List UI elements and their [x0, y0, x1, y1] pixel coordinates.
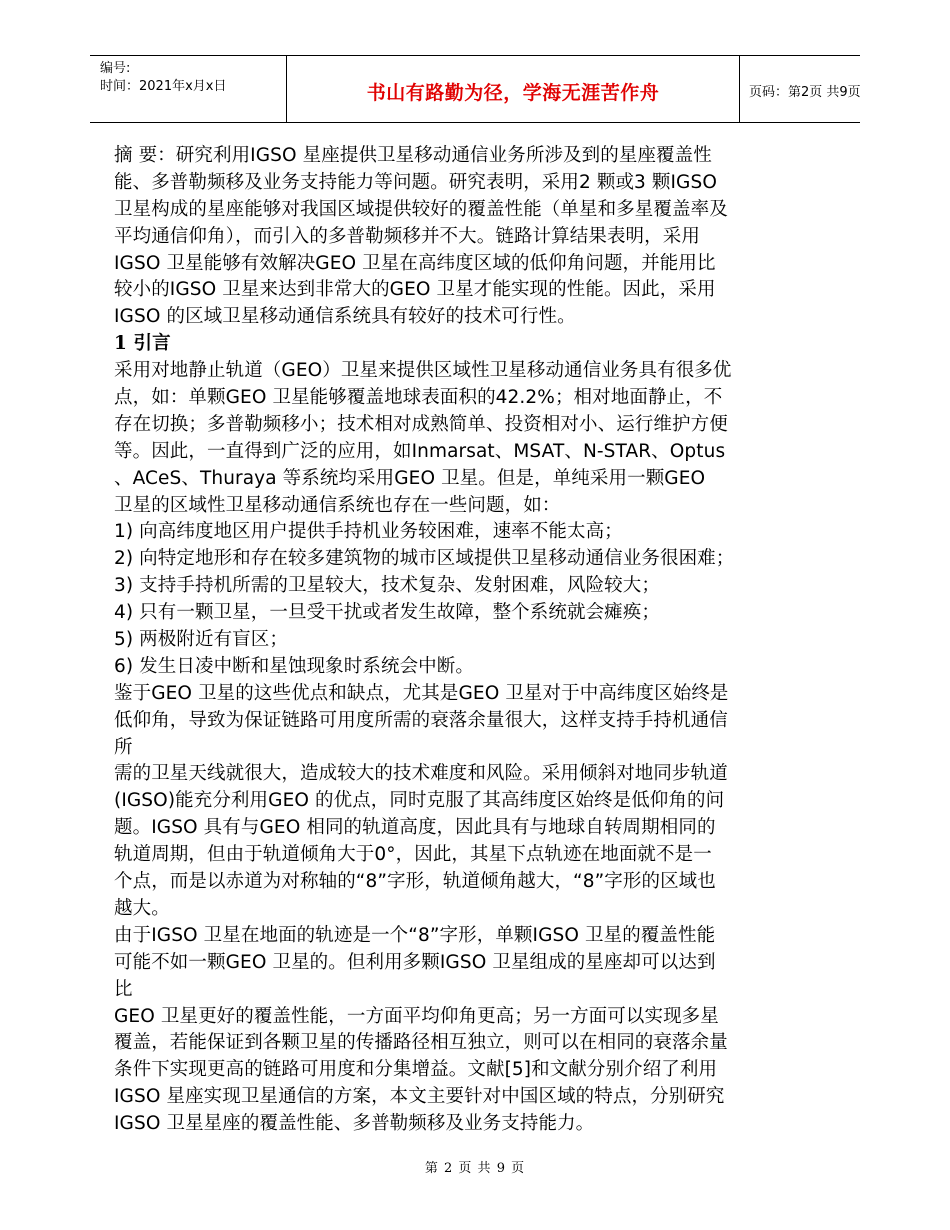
text-line: 轨道周期，但由于轨道倾角大于0°，因此，其星下点轨迹在地面就不是一 [114, 844, 712, 866]
text-line: 、ACeS、Thuraya 等系统均采用GEO 卫星。但是，单纯采用一颗GEO [114, 467, 706, 489]
document-body [114, 143, 844, 1138]
text-line: IGSO 的区域卫星移动通信系统具有较好的技术可行性。 [114, 306, 576, 328]
time-label: 时间：2021年x月x日 [100, 79, 227, 94]
motto: 书山有路勤为径，学海无涯苦作舟 [366, 82, 660, 104]
text-line: 等。因此，一直得到广泛的应用，如Inmarsat、MSAT、N-STAR、Optus [114, 440, 726, 462]
text-line: 由于IGSO 卫星在地面的轨迹是一个“8”字形，单颗IGSO 卫星的覆盖性能 [114, 924, 716, 946]
text-line: 需的卫星天线就很大，造成较大的技术难度和风险。采用倾斜对地同步轨道 [114, 763, 728, 785]
text-line: 卫星的区域性卫星移动通信系统也存在一些问题，如： [114, 494, 561, 516]
text-line: 平均通信仰角），而引入的多普勒频移并不大。链路计算结果表明，采用 [114, 225, 700, 247]
text-line: 较小的IGSO 卫星来达到非常大的GEO 卫星才能实现的性能。因此，采用 [114, 279, 716, 301]
text-line: IGSO 卫星星座的覆盖性能、多普勒频移及业务支持能力。 [114, 1113, 595, 1135]
text-line: 采用对地静止轨道（GEO）卫星来提供区域性卫星移动通信业务具有很多优 [114, 360, 732, 382]
text-line: 卫星构成的星座能够对我国区域提供较好的覆盖性能（单星和多星覆盖率及 [114, 198, 728, 220]
text-line: 3) 支持手持机所需的卫星较大，技术复杂、发射困难，风险较大； [114, 575, 660, 597]
text-line: IGSO 卫星能够有效解决GEO 卫星在高纬度区域的低仰角问题，并能用比 [114, 252, 716, 274]
text-line: 越大。 [114, 897, 170, 919]
text-line: 6) 发生日凌中断和星蚀现象时系统会中断。 [114, 655, 474, 677]
text-line: 比 [114, 978, 133, 1000]
text-line: 覆盖，若能保证到各颗卫星的传播路径相互独立，则可以在相同的衰落余量 [114, 1032, 728, 1054]
text-line: 条件下实现更高的链路可用度和分集增益。文献[5]和文献分别介绍了利用 [114, 1059, 718, 1081]
text-line: 所 [114, 736, 133, 758]
text-line: GEO 卫星更好的覆盖性能，一方面平均仰角更高；另一方面可以实现多星 [114, 1005, 719, 1027]
header-page-cell [739, 56, 860, 122]
text-line: 鉴于GEO 卫星的这些优点和缺点，尤其是GEO 卫星对于中高纬度区始终是 [114, 682, 729, 704]
text-line: 点，如：单颗GEO 卫星能够覆盖地球表面积的42.2%；相对地面静止，不 [114, 387, 723, 409]
page-header [90, 55, 860, 123]
text-line: 可能不如一颗GEO 卫星的。但利用多颗IGSO 卫星组成的星座却可以达到 [114, 951, 716, 973]
page-info: 页码：第2页 共9页 [749, 85, 861, 100]
text-line: IGSO 星座实现卫星通信的方案，本文主要针对中国区域的特点，分别研究 [114, 1086, 725, 1108]
section-heading: 1 引言 [114, 333, 171, 355]
page-footer: 第 2 页 共 9 页 [424, 1161, 526, 1176]
text-line: 低仰角，导致为保证链路可用度所需的衰落余量很大，这样支持手持机通信 [114, 709, 728, 731]
text-line: 能、多普勒频移及业务支持能力等问题。研究表明，采用2 颗或3 颗IGSO [114, 171, 718, 193]
header-motto-cell [286, 56, 740, 122]
text-line: 1) 向高纬度地区用户提供手持机业务较困难，速率不能太高； [114, 521, 623, 543]
serial-label: 编号: [100, 61, 131, 76]
header-meta-cell [90, 56, 286, 122]
text-line: 2) 向特定地形和存在较多建筑物的城市区域提供卫星移动通信业务很困难； [114, 548, 735, 570]
text-line: 5) 两极附近有盲区； [114, 629, 288, 651]
text-line: 4) 只有一颗卫星，一旦受干扰或者发生故障，整个系统就会瘫痪； [114, 602, 660, 624]
text-line: 题。IGSO 具有与GEO 相同的轨道高度，因此具有与地球自转周期相同的 [114, 817, 716, 839]
text-line: 个点，而是以赤道为对称轴的“8”字形，轨道倾角越大，“8”字形的区域也 [114, 871, 716, 893]
text-line: 存在切换；多普勒频移小；技术相对成熟简单、投资相对小、运行维护方便 [114, 413, 728, 435]
text-line: 摘 要：研究利用IGSO 星座提供卫星移动通信业务所涉及到的星座覆盖性 [114, 145, 712, 166]
text-line: (IGSO)能充分利用GEO 的优点，同时克服了其高纬度区始终是低仰角的问 [114, 790, 725, 812]
